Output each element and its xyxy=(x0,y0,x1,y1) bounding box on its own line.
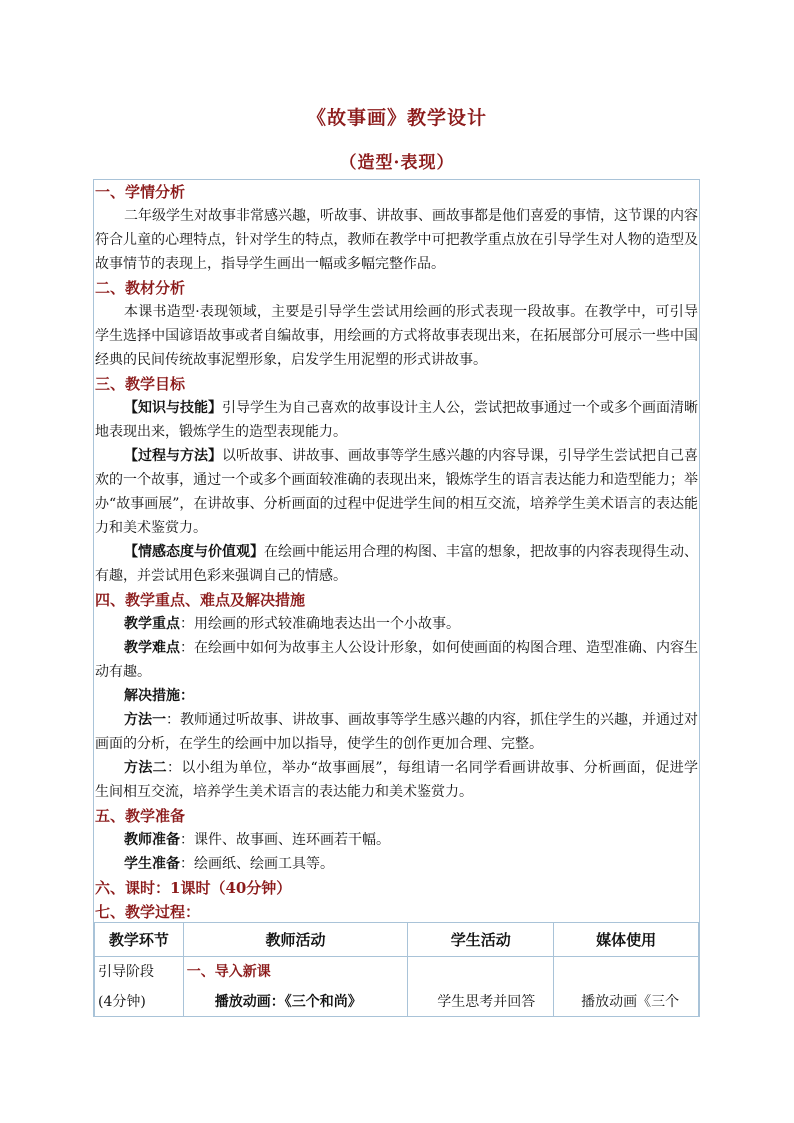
method-two-text: ：以小组为单位，举办“故事画展”，每组请一名同学看画讲故事、分析画面，促进学生间相互交流，培养学生美术语言的表达能力和美术鉴赏力。 xyxy=(95,760,699,800)
table-row xyxy=(95,957,699,1018)
difficult-point-label: 教学难点 xyxy=(124,640,180,656)
difficult-point xyxy=(95,636,698,684)
teacher-preparation-text: ：课件、故事画、连环画若干幅。 xyxy=(180,832,390,848)
header-student-activity: 学生活动 xyxy=(408,923,554,957)
difficult-point-text: ：在绘画中如何为故事主人公设计形象，如何使画面的构图合理、造型准确、内容生动有趣。 xyxy=(95,640,698,680)
document-subtitle: （造型·表现） xyxy=(339,153,455,173)
student-preparation xyxy=(95,852,698,876)
method-one xyxy=(95,708,698,756)
section-heading-material-analysis: 二、教材分析 xyxy=(95,279,186,297)
key-point xyxy=(95,612,698,636)
solutions-label: 解决措施： xyxy=(124,688,194,704)
student-preparation-text: ：绘画纸、绘画工具等。 xyxy=(180,856,334,872)
method-two xyxy=(95,756,698,804)
student-activity-text: 学生思考并回答 xyxy=(437,994,536,1010)
media-text: 播放动画《三个 xyxy=(581,994,680,1010)
teacher-preparation xyxy=(95,828,698,852)
stage-name: 引导阶段 xyxy=(98,964,154,980)
objective-knowledge-label: 【知识与技能】 xyxy=(124,400,222,416)
lesson-plan-frame xyxy=(93,179,700,1017)
media-cell xyxy=(554,957,699,1018)
method-two-label: 方法二 xyxy=(124,760,168,776)
section-heading-student-analysis: 一、学情分析 xyxy=(95,183,186,201)
document-title: 《故事画》教学设计 xyxy=(306,107,487,129)
objective-process xyxy=(95,444,698,540)
objective-process-text: 以听故事、讲故事、画故事等学生感兴趣的内容导课，引导学生尝试把自己喜欢的一个故事，通过一个或多个画面较准确的表现出来，锻炼学生的语言表达能力和造型能力；举办“故事画展”，在讲故事、分析画面的过程中促进学生间的相互交流，培养学生美术语言的表达能力和美术鉴赏力。 xyxy=(95,448,698,536)
teacher-activity-heading: 一、导入新课 xyxy=(186,964,271,980)
header-stage: 教学环节 xyxy=(95,923,184,957)
solutions xyxy=(95,684,698,708)
teaching-process-table xyxy=(94,922,699,1017)
teacher-activity-item: 播放动画：《三个和尚》 xyxy=(214,994,362,1010)
key-point-label: 教学重点 xyxy=(124,616,180,632)
teacher-activity-cell xyxy=(183,957,408,1018)
objective-process-label: 【过程与方法】 xyxy=(124,448,222,464)
section-heading-key-points: 四、教学重点、难点及解决措施 xyxy=(95,591,306,609)
stage-cell xyxy=(95,957,184,1018)
objective-knowledge-text: 引导学生为自己喜欢的故事设计主人公，尝试把故事通过一个或多个画面清晰地表现出来，锻炼学生的造型表现能力。 xyxy=(95,400,698,440)
table-header-row xyxy=(95,923,699,957)
stage-time: (4分钟) xyxy=(98,994,146,1010)
student-preparation-label: 学生准备 xyxy=(124,856,180,872)
objective-emotion-label: 【情感态度与价值观】 xyxy=(124,544,264,560)
section-heading-objectives: 三、教学目标 xyxy=(95,375,186,393)
student-analysis-text: 二年级学生对故事非常感兴趣，听故事、讲故事、画故事都是他们喜爱的事情，这节课的内容符合儿童的心理特点，针对学生的特点，教师在教学中可把教学重点放在引导学生对人物的造型及故事情节的表现上，指导学生画出一幅或多幅完整作品。 xyxy=(95,208,698,272)
objective-emotion xyxy=(95,540,698,588)
objective-emotion-text: 在绘画中能运用合理的构图、丰富的想象，把故事的内容表现得生动、有趣，并尝试用色彩来强调自己的情感。 xyxy=(95,544,698,584)
section-heading-teaching-process: 七、教学过程： xyxy=(95,903,201,921)
objective-knowledge xyxy=(95,396,698,444)
teacher-preparation-label: 教师准备 xyxy=(124,832,180,848)
key-point-text: ：用绘画的形式较准确地表达出一个小故事。 xyxy=(180,616,460,632)
section-heading-preparation: 五、教学准备 xyxy=(95,807,186,825)
method-one-text: ：教师通过听故事、讲故事、画故事等学生感兴趣的内容，抓住学生的兴趣，并通过对画面的分析，在学生的绘画中加以指导，使学生的创作更加合理、完整。 xyxy=(95,712,698,752)
student-activity-cell xyxy=(408,957,554,1018)
header-media: 媒体使用 xyxy=(554,923,699,957)
lesson-plan-content xyxy=(94,180,699,924)
header-teacher-activity: 教师活动 xyxy=(183,923,408,957)
material-analysis-text: 本课书造型·表现领域，主要是引导学生尝试用绘画的形式表现一段故事。在教学中，可引导学生选择中国谚语故事或者自编故事，用绘画的方式将故事表现出来，在拓展部分可展示一些中国经典的民间传统故事泥塑形象，启发学生用泥塑的形式讲故事。 xyxy=(95,304,698,368)
section-heading-class-hours: 六、课时：1课时（40分钟） xyxy=(95,879,292,897)
method-one-label: 方法一 xyxy=(124,712,166,728)
